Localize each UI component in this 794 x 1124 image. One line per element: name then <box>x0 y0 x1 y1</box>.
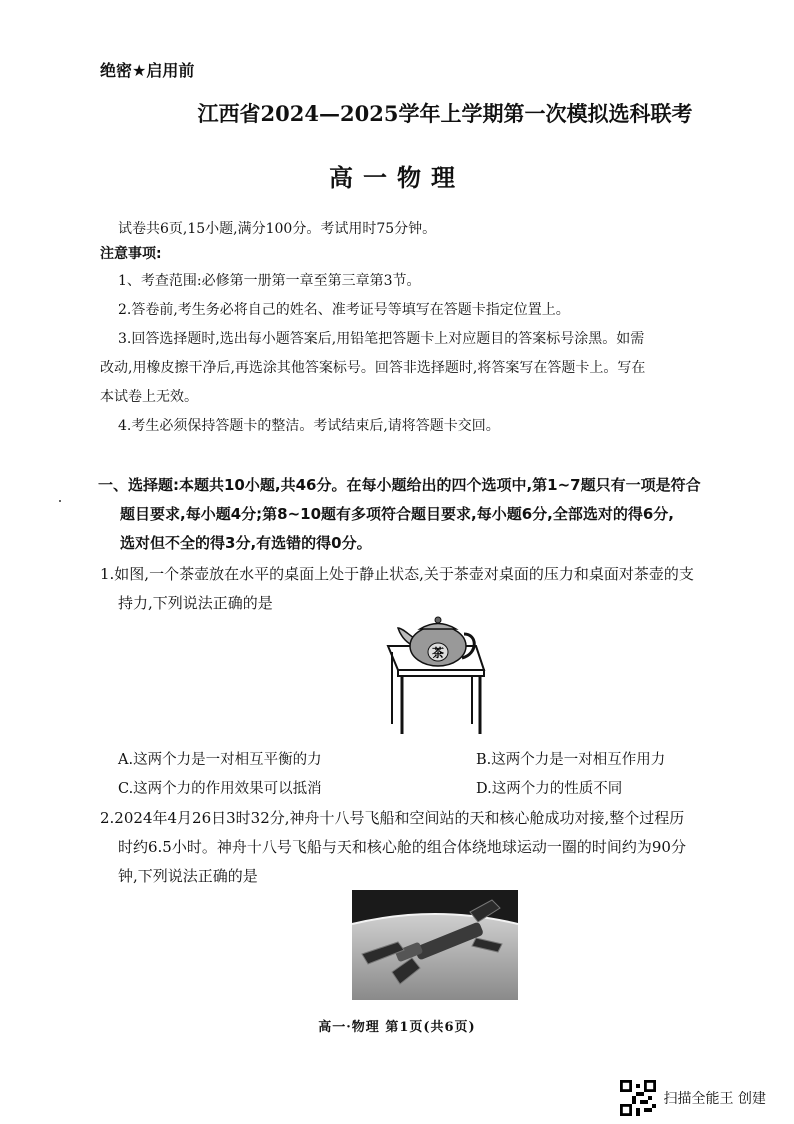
question-1-stem: 持力,下列说法正确的是 <box>118 594 273 612</box>
teapot-knob <box>435 617 441 623</box>
option-c: C.这两个力的作用效果可以抵消 <box>118 781 322 797</box>
scanner-watermark <box>620 1080 766 1116</box>
table-edge <box>398 670 484 676</box>
section1-heading: 题目要求,每小题4分;第8~10题有多项符合题目要求,每小题6分,全部选对的得6分, <box>120 505 674 523</box>
question-1-stem: 1.如图,一个茶壶放在水平的桌面上处于静止状态,关于茶壶对桌面的压力和桌面对茶壶的支 <box>100 565 694 583</box>
section1-heading: 一、选择题:本题共10小题,共46分。在每小题给出的四个选项中,第1~7题只有一项是符合 <box>98 476 701 494</box>
question-2-stem: 时约6.5小时。神舟十八号飞船与天和核心舱的组合体绕地球运动一圈的时间约为90分 <box>118 838 686 856</box>
notice-item: 4.考生必须保持答题卡的整洁。考试结束后,请将答题卡交回。 <box>118 418 500 434</box>
option-d: D.这两个力的性质不同 <box>476 781 623 797</box>
option-a: A.这两个力是一对相互平衡的力 <box>118 752 322 768</box>
teapot-label: 茶 <box>431 646 445 660</box>
exam-summary: 试卷共6页,15小题,满分100分。考试用时75分钟。 <box>118 221 437 237</box>
subject-title: 高一物理 <box>329 164 465 192</box>
scanner-text: 扫描全能王 创建 <box>663 1091 766 1107</box>
notice-item: 3.回答选择题时,选出每小题答案后,用铅笔把答题卡上对应题目的答案标号涂黑。如需 <box>118 331 645 347</box>
notice-item: 本试卷上无效。 <box>100 389 198 405</box>
option-b: B.这两个力是一对相互作用力 <box>476 752 666 768</box>
space-station-photo <box>352 890 518 1000</box>
exam-title: 江西省2024—2025学年上学期第一次模拟选科联考 <box>197 101 693 126</box>
teapot-lid <box>420 624 456 630</box>
scan-speck <box>59 500 61 502</box>
teapot-on-table-figure <box>380 612 500 738</box>
notice-item: 2.答卷前,考生务必将自己的姓名、准考证号等填写在答题卡指定位置上。 <box>118 302 570 318</box>
secret-mark: 绝密★启用前 <box>100 61 195 80</box>
question-2-stem: 2.2024年4月26日3时32分,神舟十八号飞船和空间站的天和核心舱成功对接,整个过程历 <box>100 809 685 827</box>
notice-item: 改动,用橡皮擦干净后,再选涂其他答案标号。回答非选择题时,将答案写在答题卡上。写在 <box>100 360 646 376</box>
qr-code-icon <box>620 1080 656 1116</box>
section1-heading: 选对但不全的得3分,有选错的得0分。 <box>120 534 372 552</box>
notice-title: 注意事项: <box>100 246 162 262</box>
page-footer: 高一·物理 第1页(共6页) <box>318 1020 476 1035</box>
question-2-stem: 钟,下列说法正确的是 <box>118 867 258 885</box>
notice-item: 1、考查范围:必修第一册第一章至第三章第3节。 <box>118 273 421 289</box>
